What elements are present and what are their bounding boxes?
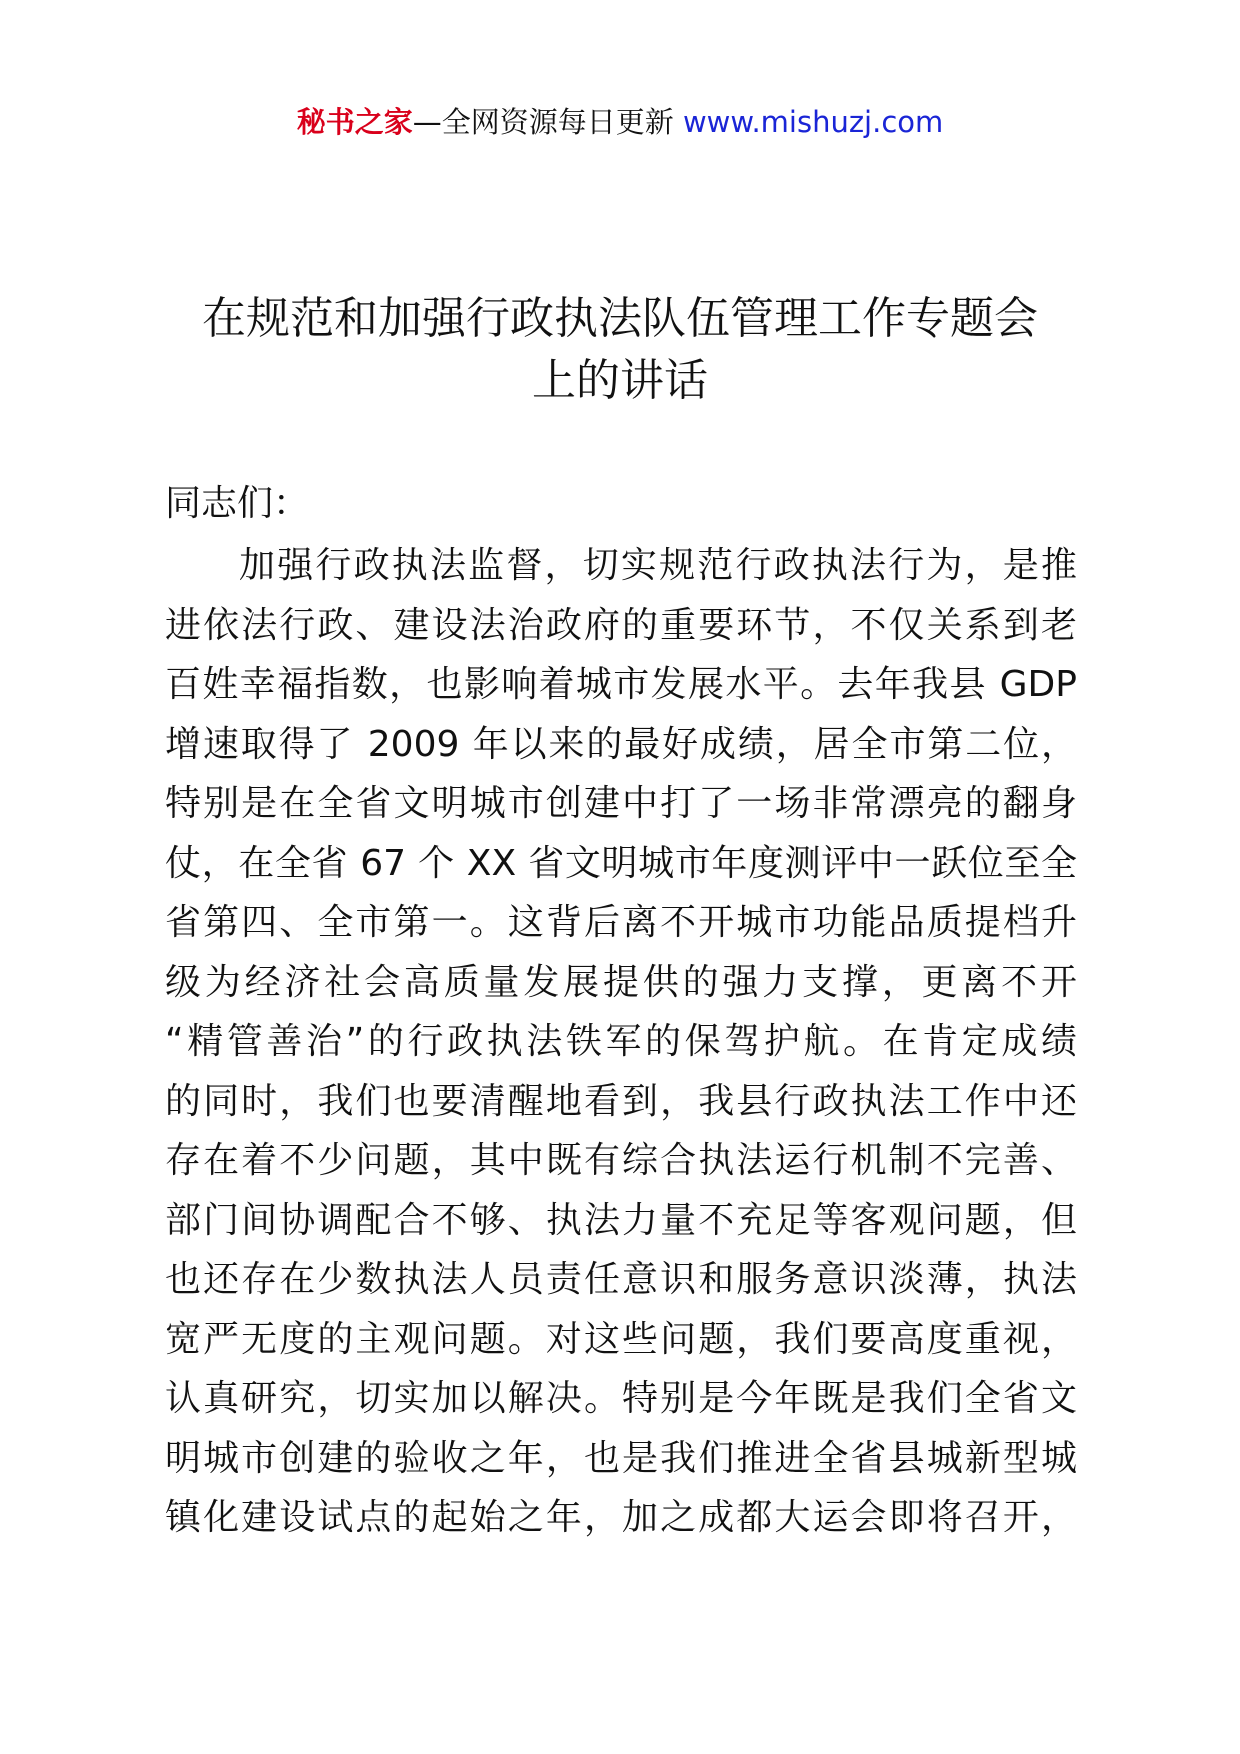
title-line: 上的讲话 [532, 355, 708, 406]
paragraph-line: 镇化建设试点的起始之年，加之成都大运会即将召开， [165, 1497, 1077, 1538]
site-header [0, 102, 1240, 142]
site-url-link[interactable]: www.mishuzj.com [682, 105, 944, 139]
paragraph-line: 也还存在少数执法人员责任意识和服务意识淡薄，执法 [165, 1259, 1077, 1300]
paragraph-line: “精管善治”的行政执法铁军的保驾护航。在肯定成绩 [165, 1021, 1077, 1062]
paragraph-line: 增速取得了 2009 年以来的最好成绩，居全市第二位， [165, 723, 1077, 765]
document-title [150, 288, 1090, 412]
title-line: 在规范和加强行政执法队伍管理工作专题会 [202, 293, 1038, 344]
paragraph-line: 宽严无度的主观问题。对这些问题，我们要高度重视， [165, 1318, 1077, 1360]
paragraph-line: 存在着不少问题，其中既有综合执法运行机制不完善、 [165, 1140, 1077, 1181]
paragraph-line: 百姓幸福指数，也影响着城市发展水平。去年我县 GDP [165, 664, 1077, 705]
paragraph-line: 部门间协调配合不够、执法力量不充足等客观问题，但 [165, 1199, 1077, 1241]
paragraph-line: 认真研究，切实加以解决。特别是今年既是我们全省文 [165, 1378, 1077, 1419]
paragraph-line: 特别是在全省文明城市创建中打了一场非常漂亮的翻身 [165, 783, 1077, 824]
header-tagline: —全网资源每日更新 [412, 105, 683, 139]
body-paragraph [165, 536, 1077, 1548]
paragraph-line: 的同时，我们也要清醒地看到，我县行政执法工作中还 [165, 1080, 1077, 1122]
salutation: 同志们： [165, 483, 310, 524]
paragraph-line: 省第四、全市第一。这背后离不开城市功能品质提档升 [165, 902, 1077, 943]
paragraph-line: 级为经济社会高质量发展提供的强力支撑，更离不开 [165, 961, 1077, 1003]
paragraph-line: 进依法行政、建设法治政府的重要环节，不仅关系到老 [165, 604, 1077, 646]
brand-name: 秘书之家 [296, 105, 413, 139]
paragraph-line: 明城市创建的验收之年，也是我们推进全省县城新型城 [165, 1437, 1077, 1479]
paragraph-line: 加强行政执法监督，切实规范行政执法行为，是推 [239, 545, 1077, 586]
paragraph-line: 仗，在全省 67 个 XX 省文明城市年度测评中一跃位至全 [165, 842, 1077, 884]
